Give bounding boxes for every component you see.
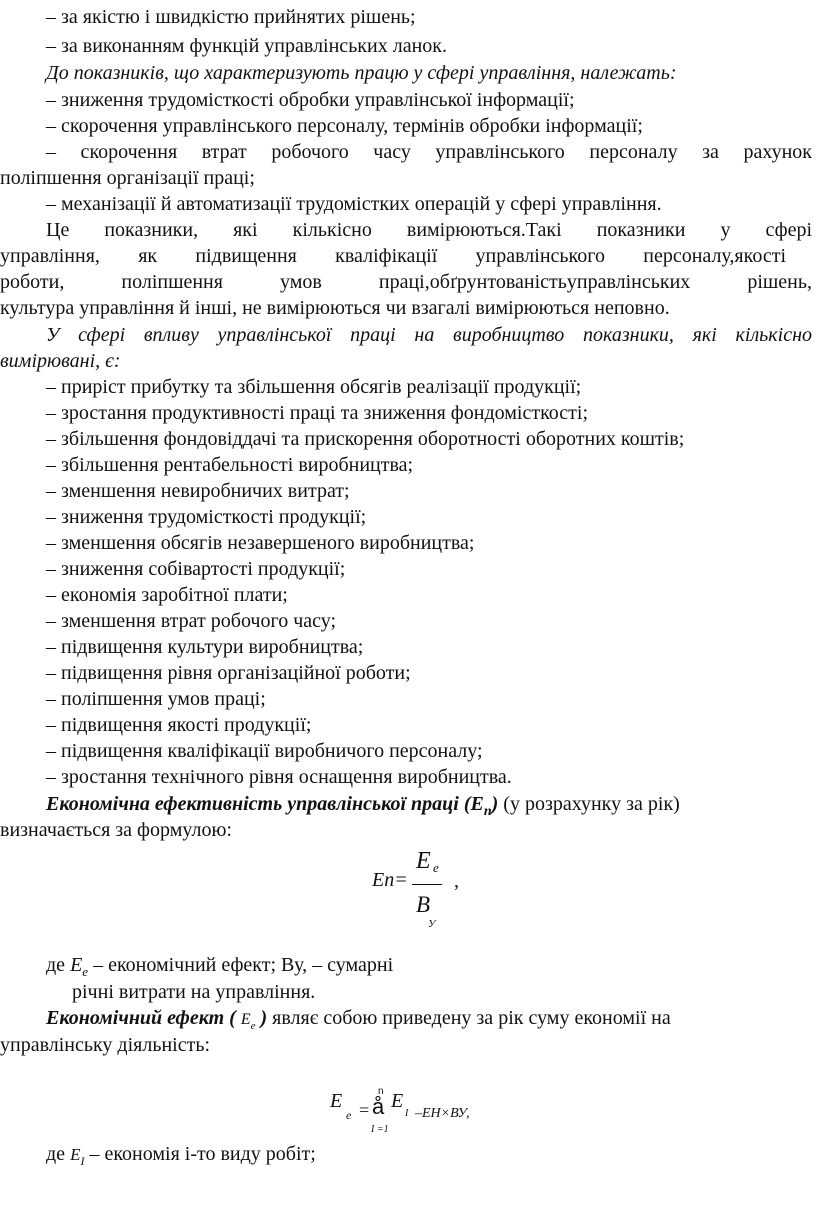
fraction-bar [412,884,442,885]
list-item: – поліпшення умов праці; [46,688,266,710]
formula2-term-sub: I [405,1108,409,1119]
definition-prefix: де [46,954,71,976]
formula1-numerator: Е [416,848,431,874]
list-item: – скорочення управлінського персоналу, термінів обробки інформації; [46,115,643,137]
list-item: – зростання технічного рівня оснащення виробництва. [46,766,512,788]
list-item: – скорочення втрат робочого часу управлінського персоналу за рахунок [46,141,812,163]
formula1-comma: , [454,870,459,892]
list-item: – підвищення рівня організаційної роботи; [46,662,411,684]
list-item: – підвищення культури виробництва; [46,636,364,658]
formula2-lhs: Е [330,1090,343,1112]
effect-heading-rest: являє собою приведену за рік суму економії на [267,1007,671,1029]
list-item: – підвищення кваліфікації виробничого персоналу; [46,740,483,762]
list-item: – зниження собівартості продукції; [46,558,346,580]
definition-continuation: річні витрати на управління. [72,981,316,1003]
list-item: – за якістю і швидкістю прийнятих рішень; [46,6,416,28]
efficiency-heading-bold: Економічна ефективність управлінської праці (Е [46,793,484,815]
efficiency-heading-continuation: визначається за формулою: [0,819,232,841]
list-item: – зменшення обсягів незавершеного виробництва; [46,532,475,554]
definition-symbol-sub: I [80,1154,85,1168]
list-item: – зниження трудомісткості обробки управлінської інформації; [46,89,575,111]
list-item: – економія заробітної плати; [46,584,288,606]
section-intro: До показників, що характеризують працю у сфері управління, належать: [46,62,677,84]
formula2-upper-limit: n [378,1086,384,1097]
efficiency-heading-rest: (у розрахунку за рік) [498,793,680,815]
definition-symbol-sub: е [82,964,89,979]
definition-text: – економічний ефект; Ву, – сумарні [88,954,394,976]
formula1-denominator: В [416,892,431,917]
formula1-numerator-sub: е [433,860,439,875]
list-item: – підвищення якості продукції; [46,714,312,736]
paragraph-line: Це показники, які кількісно вимірюються.Такі показники у сфері [46,219,812,241]
efficiency-heading-close: ) [491,793,499,815]
list-item: – збільшення рентабельності виробництва; [46,454,414,476]
paragraph-line: управління, як підвищення кваліфікації управлінського персоналу,якості [0,245,786,267]
definition-line [46,1141,316,1174]
effect-heading-bold: Економічний ефект ( [46,1007,241,1029]
list-item: – зниження трудомісткості продукції; [46,506,367,528]
effect-heading-symbol-sub: е [250,1020,256,1032]
formula2-lower-limit: I =1 [371,1124,389,1135]
list-item: – зростання продуктивності праці та зниження фондомісткості; [46,402,589,424]
formula1-lhs: Еп= [372,869,408,891]
effect-heading-symbol: Е [240,1011,251,1028]
definition-symbol: Е [70,1145,81,1164]
definition-symbol: Е [70,954,83,976]
summation-icon: å [372,1094,385,1119]
section-intro-continuation: вимірювані, є: [0,350,121,372]
section-intro: У сфері впливу управлінської праці на виробництво показники, які кількісно [46,324,812,346]
formula1-denominator-sub: У [428,918,436,930]
effect-heading-close: ) [255,1007,268,1029]
formula2-equals: = [359,1100,370,1120]
list-item: – приріст прибутку та збільшення обсягів реалізації продукції; [46,376,582,398]
list-item-continuation: поліпшення організації праці; [0,167,255,189]
definition-text: – економія і-то виду робіт; [84,1143,316,1165]
effect-heading-continuation: управлінську діяльність: [0,1034,211,1056]
formula2-rest: –ЕН×ВУ, [415,1106,470,1121]
list-item: – зменшення втрат робочого часу; [46,610,337,632]
list-item: – за виконанням функцій управлінських ланок. [46,35,448,57]
list-item: – зменшення невиробничих витрат; [46,480,350,502]
formula2-term: Е [391,1090,404,1112]
formula2-lhs-sub: е [346,1108,352,1122]
list-item: – механізації й автоматизації трудомістких операцій у сфері управління. [46,193,662,215]
paragraph-line: роботи, поліпшення умов праці,обґрунтованістьуправлінських рішень, [0,271,812,293]
list-item: – збільшення фондовіддачі та прискорення оборотності оборотних коштів; [46,428,685,450]
efficiency-heading-sub: п [483,804,492,819]
definition-prefix: де [46,1143,71,1165]
paragraph-line: культура управління й інші, не вимірюються чи взагалі вимірюються неповно. [0,297,670,319]
